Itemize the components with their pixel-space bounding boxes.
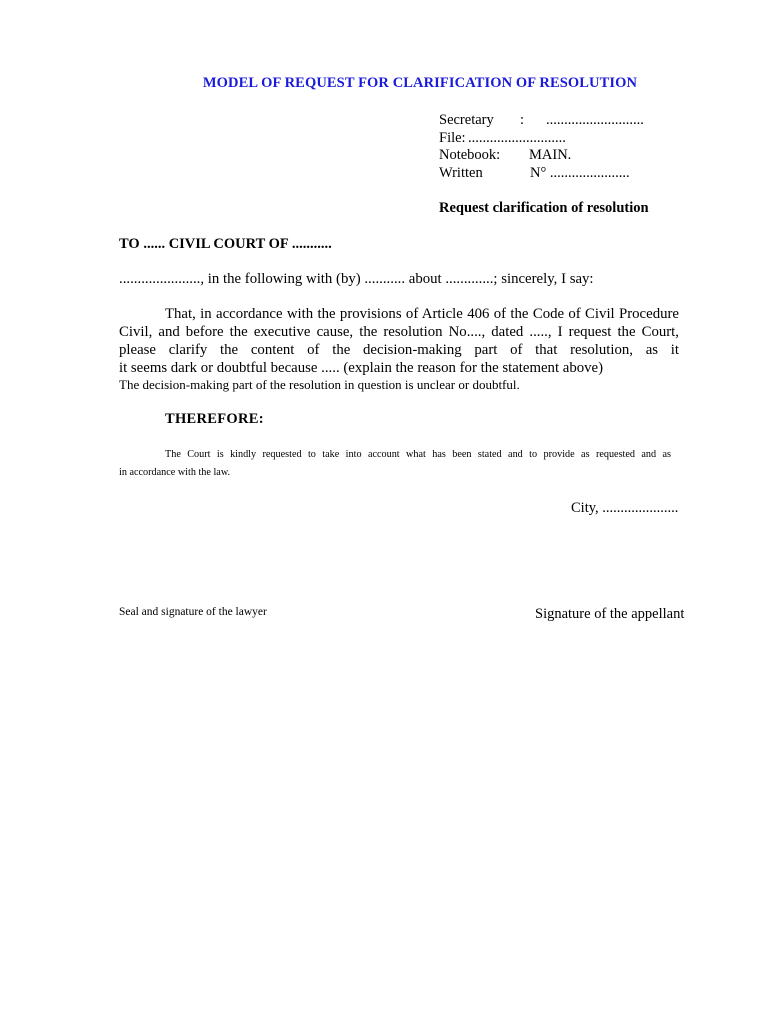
file-label: File: [439, 129, 466, 146]
body-line: The decision-making part of the resolution in question is unclear or doubtful. [119, 377, 520, 392]
intro-line: ......................, in the following with (by) ........... about .............; sincerely, I say: [119, 271, 594, 287]
file-row [439, 130, 644, 148]
secretary-row [439, 112, 644, 130]
case-fields-block [439, 112, 644, 183]
city-date-line: City, ..................... [571, 500, 679, 516]
secretary-label: Secretary [439, 112, 494, 128]
body-line: it seems dark or doubtful because ..... (explain the reason for the statement above) [119, 360, 604, 376]
appellant-signature-label: Signature of the appellant [535, 606, 685, 622]
file-value: ........................... [468, 129, 566, 146]
closing-line: in accordance with the law. [119, 466, 231, 478]
notebook-row [439, 147, 644, 165]
closing-request [119, 446, 671, 481]
document-title: MODEL OF REQUEST FOR CLARIFICATION OF RESOLUTION [202, 75, 638, 91]
request-subject: Request clarification of resolution [439, 200, 649, 216]
body-line: That, in accordance with the provisions of Article 406 of the Code of Civil Procedure [165, 306, 679, 322]
body-line: please clarify the content of the decision-making part of that resolution, as it [119, 342, 679, 358]
secretary-colon: : [520, 112, 525, 128]
closing-line: The Court is kindly requested to take into account what has been stated and to provide as requested and as [165, 449, 671, 460]
notebook-label: Notebook: [439, 147, 501, 164]
body-line: Civil, and before the executive cause, the resolution No...., dated ....., I request the Court, [119, 324, 679, 340]
lawyer-signature-label: Seal and signature of the lawyer [119, 606, 267, 618]
therefore-heading: THEREFORE: [165, 411, 264, 427]
written-label: Written [439, 165, 483, 182]
written-value: N° ...................... [530, 165, 630, 182]
written-row [439, 165, 644, 183]
request-body [119, 305, 679, 393]
notebook-value: MAIN. [529, 147, 572, 164]
court-addressee: TO ...... CIVIL COURT OF ........... [119, 236, 332, 252]
secretary-value: ........................... [546, 112, 644, 128]
